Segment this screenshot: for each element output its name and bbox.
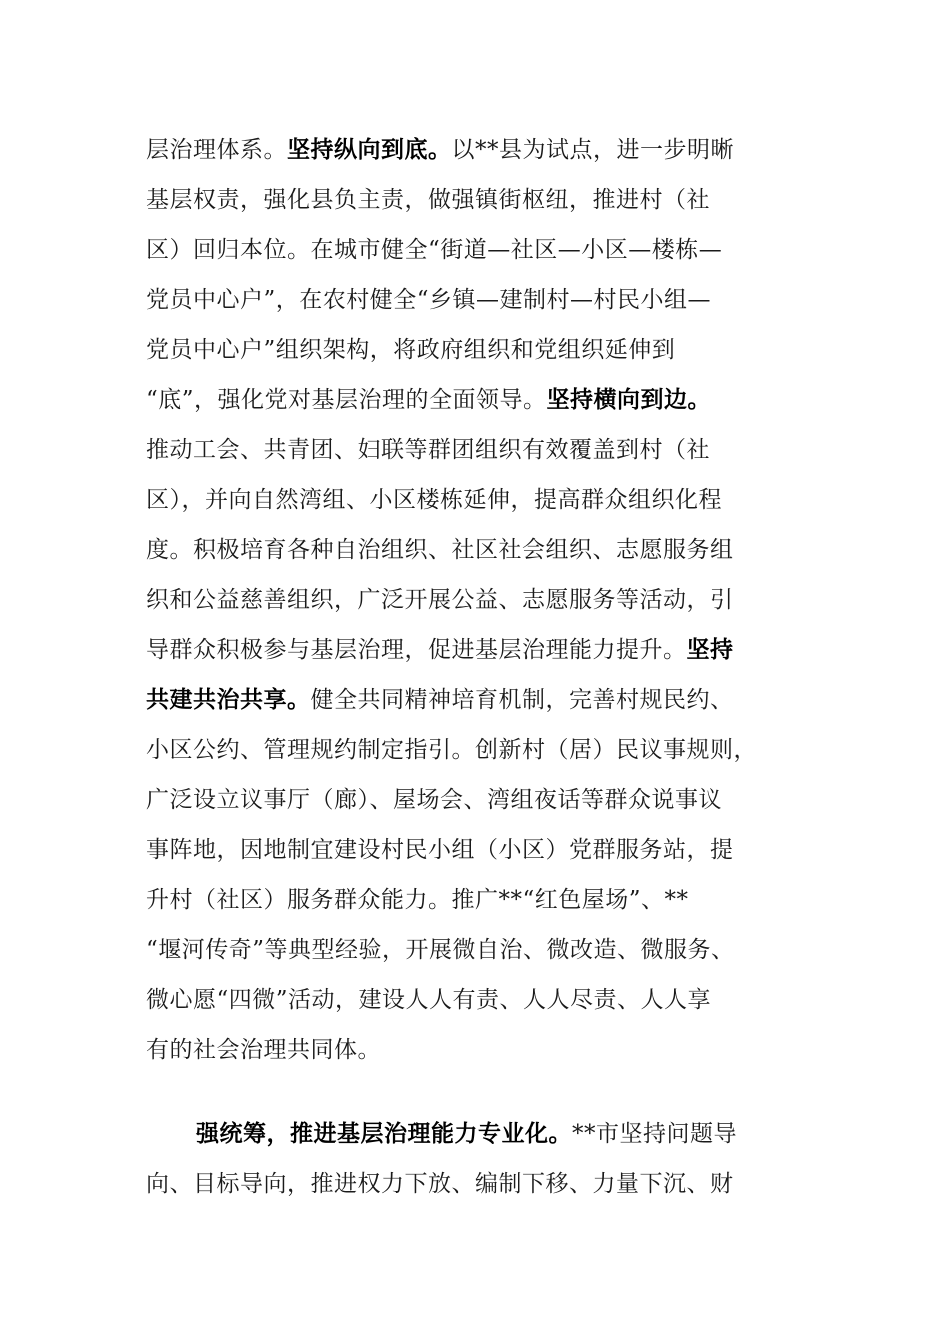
bold-heading-text: 坚持纵向到底。 bbox=[287, 136, 452, 163]
body-text: 区）回归本位。在城市健全“街道—社区—小区—楼栋— bbox=[146, 237, 723, 263]
bold-heading-text: 坚持 bbox=[686, 636, 734, 663]
text-line bbox=[146, 833, 734, 867]
text-line bbox=[146, 233, 722, 267]
text-line bbox=[146, 183, 710, 217]
body-text: 微心愿“四微”活动，建设人人有责、人人尽责、人人享 bbox=[146, 987, 712, 1013]
bold-heading-text: 强统筹，推进基层治理能力专业化。 bbox=[196, 1120, 572, 1147]
text-line bbox=[146, 433, 710, 467]
body-text: 推动工会、共青团、妇联等群团组织有效覆盖到村（社 bbox=[146, 437, 710, 463]
body-text: 以**县为试点，进一步明晰 bbox=[451, 137, 734, 163]
text-line bbox=[146, 633, 734, 667]
text-line bbox=[146, 783, 722, 817]
body-text: 有的社会治理共同体。 bbox=[146, 1037, 381, 1063]
text-line bbox=[146, 283, 711, 317]
text-line bbox=[146, 883, 689, 917]
body-text: 度。积极培育各种自治组织、社区社会组织、志愿服务组 bbox=[146, 537, 734, 563]
text-line bbox=[146, 1033, 381, 1067]
body-text: 向、目标导向，推进权力下放、编制下移、力量下沉、财 bbox=[146, 1171, 734, 1197]
bold-heading-text: 共建共治共享。 bbox=[146, 686, 311, 713]
body-text: 导群众积极参与基层治理，促进基层治理能力提升。 bbox=[146, 637, 687, 663]
body-text: 事阵地，因地制宜建设村民小组（小区）党群服务站，提 bbox=[146, 837, 734, 863]
text-line bbox=[146, 933, 735, 967]
body-text: 小区公约、管理规约制定指引。创新村（居）民议事规则， bbox=[146, 737, 757, 763]
body-text: 党员中心户”组织架构，将政府组织和党组织延伸到 bbox=[146, 337, 676, 363]
text-line bbox=[146, 383, 711, 417]
body-text: 织和公益慈善组织，广泛开展公益、志愿服务等活动，引 bbox=[146, 587, 734, 613]
text-line bbox=[146, 683, 734, 717]
text-line bbox=[146, 133, 734, 167]
text-line bbox=[146, 583, 734, 617]
body-text: “底”，强化党对基层治理的全面领导。 bbox=[146, 387, 547, 413]
bold-heading-text: 坚持横向到边。 bbox=[546, 386, 712, 413]
body-text: “堰河传奇”等典型经验，开展微自治、微改造、微服务、 bbox=[146, 937, 735, 963]
text-line bbox=[146, 1167, 734, 1201]
body-text: 党员中心户”，在农村健全“乡镇—建制村—村民小组— bbox=[146, 287, 712, 313]
body-text: 健全共同精神培育机制，完善村规民约、 bbox=[310, 687, 734, 713]
text-line bbox=[146, 483, 722, 517]
body-text: 基层权责，强化县负主责，做强镇街枢纽，推进村（社 bbox=[146, 187, 710, 213]
body-text: **市坚持问题导 bbox=[572, 1121, 737, 1147]
body-text: 层治理体系。 bbox=[146, 137, 287, 163]
body-text: 广泛设立议事厅（廊）、屋场会、湾组夜话等群众说事议 bbox=[146, 787, 722, 813]
body-text: 升村（社区）服务群众能力。推广**“红色屋场”、** bbox=[146, 887, 689, 913]
text-line bbox=[146, 733, 757, 767]
text-line bbox=[196, 1117, 737, 1151]
text-line bbox=[146, 533, 734, 567]
text-line bbox=[146, 983, 711, 1017]
body-text: 区），并向自然湾组、小区楼栋延伸，提高群众组织化程 bbox=[146, 487, 722, 513]
text-line bbox=[146, 333, 675, 367]
